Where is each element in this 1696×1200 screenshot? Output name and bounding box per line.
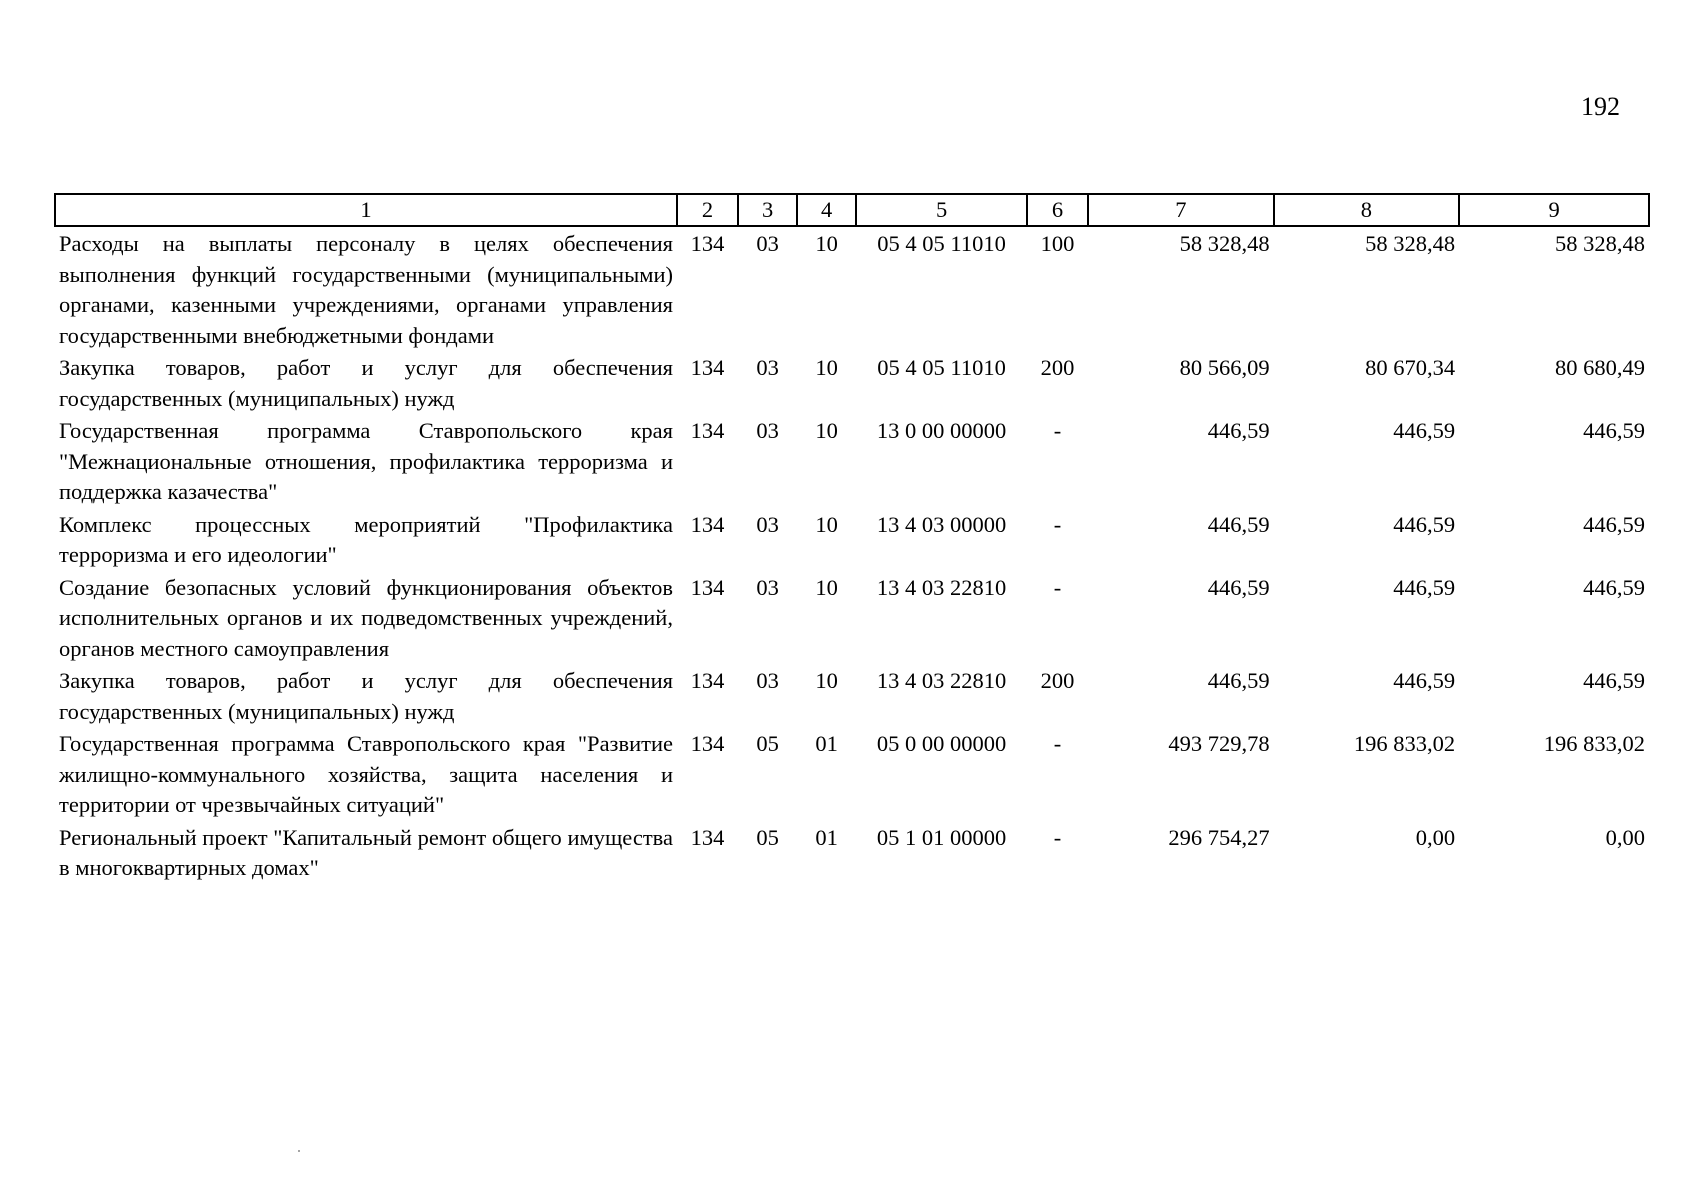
row-name: Региональный проект "Капитальный ремонт общего имущества в многоквартирных домах" [59, 824, 673, 880]
section-code: 03 [756, 355, 779, 380]
amount-col-7: 58 328,48 [1179, 231, 1270, 256]
ministry-code: 134 [690, 668, 725, 693]
header-cell: 8 [1274, 194, 1460, 226]
budget-table [54, 193, 1650, 884]
amount-col-9: 446,59 [1583, 574, 1645, 600]
table-row [55, 727, 1649, 821]
section-code: 03 [756, 511, 779, 537]
header-cell: 3 [738, 194, 797, 226]
target-code: 13 4 03 22810 [876, 574, 1007, 600]
section-code: 03 [756, 668, 779, 693]
header-cell: 2 [677, 194, 738, 226]
amount-col-8: 446,59 [1393, 511, 1456, 537]
row-name: Закупка товаров, работ и услуг для обеспечения государственных (муниципальных) нужд [59, 668, 673, 724]
amount-col-7: 446,59 [1207, 574, 1270, 600]
expense-type-code: - [1053, 574, 1062, 600]
amount-col-8: 446,59 [1393, 668, 1456, 693]
table-row [55, 414, 1649, 508]
table-row [55, 508, 1649, 571]
amount-col-9: 80 680,49 [1555, 355, 1645, 380]
amount-col-9: 446,59 [1583, 668, 1645, 693]
section-code: 05 [756, 824, 779, 850]
ministry-code: 134 [690, 574, 725, 600]
amount-col-8: 196 833,02 [1353, 731, 1456, 756]
amount-col-9: 0,00 [1605, 824, 1645, 850]
section-code: 03 [756, 574, 779, 600]
expense-type-code: 200 [1040, 668, 1075, 693]
header-cell: 5 [856, 194, 1027, 226]
subsection-code: 10 [815, 418, 838, 443]
table-row [55, 821, 1649, 884]
row-name: Государственная программа Ставропольского края "Межнациональные отношения, профилактика терроризма и поддержка казачества" [59, 418, 673, 504]
subsection-code: 10 [815, 574, 838, 600]
row-name: Создание безопасных условий функционирования объектов исполнительных органов и их подведомственных учреждений, органов местного самоуправления [59, 574, 673, 661]
header-cell: 7 [1088, 194, 1274, 226]
header-cell: 4 [797, 194, 856, 226]
table-row [55, 571, 1649, 665]
target-code: 13 4 03 22810 [876, 668, 1007, 693]
amount-col-7: 493 729,78 [1168, 731, 1270, 756]
header-cell: 9 [1459, 194, 1649, 226]
table-row [55, 664, 1649, 727]
ministry-code: 134 [690, 511, 725, 537]
expense-type-code: 200 [1040, 355, 1075, 380]
expense-type-code: - [1053, 511, 1062, 537]
target-code: 05 4 05 11010 [877, 231, 1006, 256]
amount-col-8: 446,59 [1393, 418, 1456, 443]
amount-col-8: 446,59 [1393, 574, 1456, 600]
subsection-code: 01 [815, 731, 838, 756]
row-name: Комплекс процессных мероприятий "Профилактика терроризма и его идеологии" [59, 511, 673, 567]
amount-col-8: 58 328,48 [1365, 231, 1456, 256]
ministry-code: 134 [690, 731, 725, 756]
table-row [55, 351, 1649, 414]
ministry-code: 134 [690, 355, 725, 380]
expense-type-code: - [1053, 418, 1062, 443]
section-code: 05 [756, 731, 779, 756]
ministry-code: 134 [690, 231, 725, 256]
amount-col-9: 196 833,02 [1543, 731, 1645, 756]
row-name: Закупка товаров, работ и услуг для обеспечения государственных (муниципальных) нужд [59, 355, 673, 411]
subsection-code: 10 [815, 668, 838, 693]
target-code: 13 4 03 00000 [876, 511, 1007, 537]
subsection-code: 01 [815, 824, 838, 850]
row-name: Расходы на выплаты персоналу в целях обеспечения выполнения функций государственными (муниципальными) органами, казенными учреждениями, органами управления государственными внебюджетными фондами [59, 231, 673, 348]
target-code: 05 1 01 00000 [876, 824, 1007, 850]
ministry-code: 134 [690, 418, 725, 443]
target-code: 05 4 05 11010 [877, 355, 1006, 380]
ministry-code: 134 [690, 824, 725, 850]
amount-col-8: 80 670,34 [1365, 355, 1456, 380]
amount-col-8: 0,00 [1415, 824, 1456, 850]
target-code: 05 0 00 00000 [876, 731, 1007, 756]
amount-col-7: 446,59 [1207, 511, 1270, 537]
amount-col-9: 446,59 [1583, 418, 1645, 443]
amount-col-7: 446,59 [1207, 668, 1270, 693]
target-code: 13 0 00 00000 [876, 418, 1007, 443]
header-cell: 6 [1027, 194, 1088, 226]
expense-type-code: - [1053, 824, 1062, 850]
header-cell: 1 [55, 194, 677, 226]
header-row [55, 194, 1649, 226]
section-code: 03 [756, 418, 779, 443]
row-name: Государственная программа Ставропольского края "Развитие жилищно-коммунального хозяйства, защита населения и территории от чрезвычайных ситуаций" [59, 731, 673, 817]
amount-col-9: 446,59 [1583, 511, 1645, 537]
expense-type-code: - [1053, 731, 1062, 756]
expense-type-code: 100 [1040, 231, 1075, 256]
amount-col-7: 296 754,27 [1168, 824, 1270, 850]
subsection-code: 10 [815, 231, 838, 256]
amount-col-9: 58 328,48 [1555, 231, 1645, 256]
subsection-code: 10 [815, 511, 838, 537]
scan-speck [298, 1150, 300, 1152]
page-number: 192 [1581, 92, 1620, 121]
amount-col-7: 446,59 [1207, 418, 1270, 443]
table-row [55, 226, 1649, 351]
subsection-code: 10 [815, 355, 838, 380]
amount-col-7: 80 566,09 [1179, 355, 1270, 380]
section-code: 03 [756, 231, 779, 256]
